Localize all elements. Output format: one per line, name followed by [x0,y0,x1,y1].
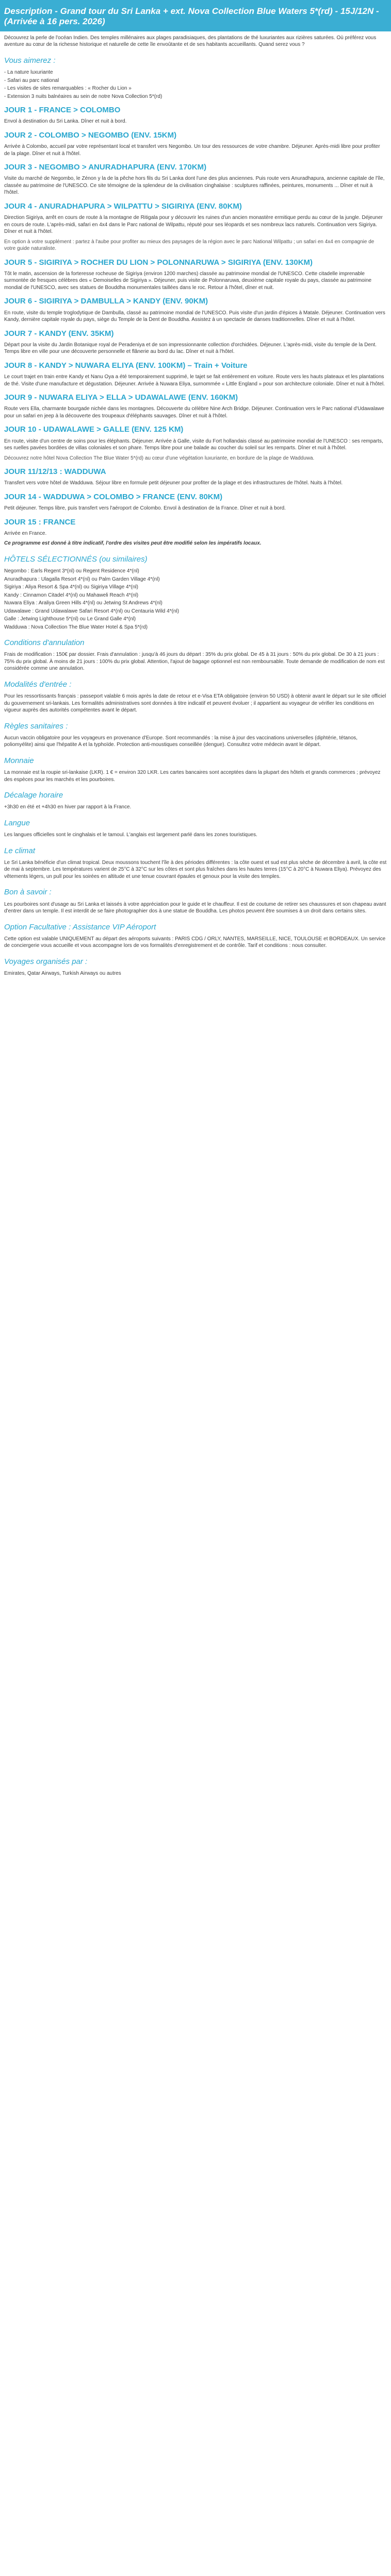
day10-note: Découvrez notre hôtel Nova Collection The Blue Water 5*(rd) au cœur d'une végétation luxuriante, en bordure de la plage de Wadduwa. [4,455,315,461]
day5-text: Tôt le matin, ascension de la forteresse rocheuse de Sigiriya (environ 1200 marches) classée au patrimoine mondial de l'UNESCO. Cette citadelle imprenable surmontée de fresques célèbres des « Demoiselles de Sigiriya ». Déjeuner, puis visite de Polonnaruwa, deuxième capitale royale du pays, classée au patrimoine mondial de l'UNESCO, avec ses statues de Bouddha monumentales taillées dans le roc. Retour à l'hôtel, dîner et nuit. [4,270,372,291]
page-title: Description - Grand tour du Sri Lanka + ext. Nova Collection Blue Waters 5*(rd) - 15J/12N - (Arrivée à 16 pers. 2026) [4,6,379,27]
day1-title: JOUR 1 - FRANCE > COLOMBO [4,106,121,115]
modalites-text: Pour les ressortissants français : passeport valable 6 mois après la date de retour et e-Visa ETA obligatoire (environ 50 USD) à obtenir avant le départ sur le site officiel du gouvernement sri-lankais. Les formalités administratives sont données à titre indicatif et peuvent évoluer ; il appartient au voyageur de vérifier les conditions en vigueur auprès des autorités compétentes avant le départ. [4,693,386,714]
regles-title: Règles sanitaires : [4,721,68,731]
list-item: - Les visites de sites remarquables : « Rocher du Lion » [4,86,132,92]
list-item: Wadduwa : Nova Collection The Blue Water Hotel & Spa 5*(rd) [4,624,148,630]
day10-title: JOUR 10 - UDAWALAWE > GALLE (ENV. 125 KM) [4,425,184,434]
list-item: Udawalawe : Grand Udawalawe Safari Resort 4*(nl) ou Centauria Wild 4*(nl) [4,608,180,614]
langue-text: Les langues officielles sont le cinghalais et le tamoul. L'anglais est largement parlé dans les zones touristiques. [4,832,257,838]
climat-text: Le Sri Lanka bénéficie d'un climat tropical. Deux moussons touchent l'île à des périodes différentes : la côte ouest et sud est plus sèche de décembre à avril, la côte est de mai à septembre. Les températures varient de 25°C à 32°C sur les côtes et sont plus fraîches dans les hautes terres (15°C à 20°C à Nuwara Eliya). Prévoyez des vêtements légers, un pull pour les soirées en altitude et une tenue couvrant épaules et genoux pour la visite des temples. [4,859,387,879]
description-content [0,31,391,986]
day4-text: Direction Sigiriya, arrêt en cours de route à la montagne de Ritigala pour y découvrir les ruines d'un ancien monastère ermitique perdu au cœur de la jungle. Déjeuner en cours de route. L'après-midi, safari en 4x4 dans le Parc national de Wilpattu, réputé pour ses léopards et ses nombreux lacs naturels. Continuation vers Sigiriya. Dîner et nuit à l'hôtel. [4,215,383,235]
list-item: Nuwara Eliya : Araliya Green Hills 4*(nl) ou Jetwing St Andrews 4*(nl) [4,600,162,606]
day15-title: JOUR 15 : FRANCE [4,517,76,527]
regles-text: Aucun vaccin obligatoire pour les voyageurs en provenance d'Europe. Sont recommandés : la mise à jour des vaccinations universelles (diphtérie, tétanos, poliomyélite) ainsi que l'hépatite A et la typhoïde. Protection anti-moustiques conseillée (dengue). Consultez votre médecin avant le départ. [4,735,358,748]
conditions-text: Frais de modification : 150€ par dossier. Frais d'annulation : jusqu'à 46 jours du départ : 35% du prix global. De 45 à 31 jours : 50% du prix global. De 30 à 21 jours : 75% du prix global. À moins de 21 jours : 100% du prix global. Attention, l'ajout de bagage optionnel est non remboursable. Toute demande de modification de nom est considérée comme une annulation. [4,652,385,672]
vous-aimerez-title: Vous aimerez : [4,56,56,65]
list-item: Anuradhapura : Ulagalla Resort 4*(nl) ou Palm Garden Village 4*(nl) [4,576,160,582]
list-item: Sigiriya : Aliya Resort & Spa 4*(nl) ou Sigiriya Village 4*(nl) [4,584,138,590]
day3-text: Visite du marché de Negombo, le Zénon y la de la pêche hors fils du Sri Lanka dont l'une des plus anciennes. Puis route vers Anuradhapura, ancienne capitale de l'île, classée au patrimoine de l'UNESCO. Ce site témoigne de la splendeur de la civilisation cinghalaise : sculptures raffinées, peintures, monuments ... Dîner et nuit à l'hôtel. [4,176,385,196]
hotels-title: HÔTELS SÉLECTIONNÉS (ou similaires) [4,554,148,564]
day14-title: JOUR 14 - WADDUWA > COLOMBO > FRANCE (ENV. 80KM) [4,492,223,501]
day8-text: Le court trajet en train entre Kandy et Nanu Oya a été temporairement supprimé, le tajet se fait entièrement en voiture. Route vers les hauts plateaux et les plantations de thé. Visite d'une manufacture et dégustation. Déjeuner. Arrivée à Nuwara Eliya, surnommée « Little England » pour son architecture coloniale. Dîner et nuit à l'hôtel. [4,374,385,387]
organises-title: Voyages organisés par : [4,957,88,966]
monnaie-title: Monnaie [4,756,34,765]
day2-title: JOUR 2 - COLOMBO > NEGOMBO (ENV. 15KM) [4,130,177,140]
day8-title: JOUR 8 - KANDY > NUWARA ELIYA (ENV. 100KM) – Train + Voiture [4,361,248,370]
day4-note: En option à votre supplément : partez à l'aube pour profiter au mieux des paysages de la région avec le parc National Wilpattu ; un safari en 4x4 en compagnie de votre guide naturaliste. [4,239,374,252]
day11-13-text: Transfert vers votre hôtel de Wadduwa. Séjour libre en formule petit déjeuner pour profiter de la plage et des infrastructures de l'hôtel. Nuits à l'hôtel. [4,480,343,486]
intro-text: Découvrez la perle de l'océan Indien. Des temples millénaires aux plages paradisiaques, des plantations de thé luxuriantes aux rizières saturées. Où préférez vous aventure au cœur de la richesse historique et naturelle de cette île envoûtante et de ses habitants accueillants. Quand serez vous ? [4,35,377,48]
list-item: Galle : Jetwing Lighthouse 5*(nl) ou Le Grand Galle 4*(nl) [4,616,136,622]
option-title: Option Facultative : Assistance VIP Aéroport [4,922,156,931]
list-item: Negombo : Earls Regent 3*(nl) ou Regent Residence 4*(nl) [4,568,139,574]
day15-text: Arrivée en France. [4,530,47,536]
day7-text: Départ pour la visite du Jardin Botanique royal de Peradeniya et de son impressionnante collection d'orchidées. Déjeuner. L'après-midi, visite du temple de la Dent. Temps libre en ville pour une découverte personnelle et flânerie au bord du lac. Dîner et nuit à l'hôtel. [4,342,377,355]
day10-text: En route, visite d'un centre de soins pour les éléphants. Déjeuner. Arrivée à Galle, visite du Fort hollandais classé au patrimoine mondial de l'UNESCO : ses remparts, ses ruelles pavées bordées de villas coloniales et son phare. Temps libre pour une balade au coucher du soleil sur les remparts. Dîner et nuit à l'hôtel. [4,438,383,451]
decalage-title: Décalage horaire [4,791,63,800]
day5-title: JOUR 5 - SIGIRIYA > ROCHER DU LION > POLONNARUWA > SIGIRIYA (ENV. 130KM) [4,258,313,267]
day3-title: JOUR 3 - NEGOMBO > ANURADHAPURA (ENV. 170KM) [4,163,207,172]
decalage-text: +3h30 en été et +4h30 en hiver par rapport à la France. [4,804,132,810]
day2-text: Arrivée à Colombo, accueil par votre représentant local et transfert vers Negombo. Un tour des ressources de votre chambre. Déjeuner. Après-midi libre pour profiter de la plage. Dîner et nuit à l'hôtel. [4,144,380,157]
organises-text: Emirates, Qatar Airways, Turkish Airways ou autres [4,971,121,977]
day6-title: JOUR 6 - SIGIRIYA > DAMBULLA > KANDY (ENV. 90KM) [4,297,208,306]
day6-text: En route, visite du temple troglodytique de Dambulla, classé au patrimoine mondial de l'UNESCO. Puis visite d'un jardin d'épices à Matale. Déjeuner. Continuation vers Kandy, dernière capitale royale du pays, siège du Temple de la Dent de Bouddha. Assistez à un spectacle de danses traditionnelles. Dîner et nuit à l'hôtel. [4,310,385,323]
bon-a-savoir-title: Bon à savoir : [4,888,52,897]
day14-text: Petit déjeuner. Temps libre, puis transfert vers l'aéroport de Colombo. Envol à destination de la France. Dîner et nuit à bord. [4,505,286,512]
bon-a-savoir-text: Les pourboires sont d'usage au Sri Lanka et laissés à votre appréciation pour le guide et le chauffeur. Il est de coutume de retirer ses chaussures et son chapeau avant d'entrer dans un temple. Il est interdit de se faire photographier dos à une statue de Bouddha. Les photos peuvent être soumises à un droit dans certains sites. [4,901,386,914]
conditions-title: Conditions d'annulation [4,638,85,648]
day11-13-title: JOUR 11/12/13 : WADDUWA [4,467,106,477]
day4-title: JOUR 4 - ANURADHAPURA > WILPATTU > SIGIRIYA (ENV. 80KM) [4,201,242,211]
list-item: - Safari au parc national [4,77,59,83]
day1-text: Envol à destination du Sri Lanka. Dîner et nuit à bord. [4,118,127,125]
day9-text: Route vers Ella, charmante bourgade nichée dans les montagnes. Découverte du célèbre Nine Arch Bridge. Déjeuner. Continuation vers le Parc national d'Udawalawe pour un safari en jeep à la découverte des troupeaux d'éléphants sauvages. Dîner et nuit à l'hôtel. [4,406,384,419]
langue-title: Langue [4,818,30,827]
itinerary-note: Ce programme est donné à titre indicatif, l'ordre des visites peut être modifié selon les impératifs locaux. [4,540,262,547]
list-item: Kandy : Cinnamon Citadel 4*(nl) ou Mahaweli Reach 4*(nl) [4,592,139,598]
modalites-title: Modalités d'entrée : [4,680,72,689]
list-item: - La nature luxuriante [4,70,53,76]
day9-title: JOUR 9 - NUWARA ELIYA > ELLA > UDAWALAWE (ENV. 160KM) [4,393,238,402]
vous-aimerez-list [4,69,387,100]
hotels-list [4,568,387,631]
option-text: Cette option est valable UNIQUEMENT au départ des aéroports suivants : PARIS CDG / ORLY, NANTES, MARSEILLE, NICE, TOULOUSE et BORDEAUX. Un service de conciergerie vous accueille et vous accompagne lors de vos formalités d'enregistrement et de contrôle. Tarif et conditions : nous consulter. [4,936,386,949]
title-banner [0,0,391,31]
day7-title: JOUR 7 - KANDY (ENV. 35KM) [4,329,114,338]
monnaie-text: La monnaie est la roupie sri-lankaise (LKR). 1 € = environ 320 LKR. Les cartes bancaires sont acceptées dans la plupart des hôtels et grands commerces ; prévoyez des espèces pour les marchés et les pourboires. [4,770,381,783]
list-item: - Extension 3 nuits balnéaires au sein de notre Nova Collection 5*(rd) [4,93,162,99]
climat-title: Le climat [4,846,36,855]
